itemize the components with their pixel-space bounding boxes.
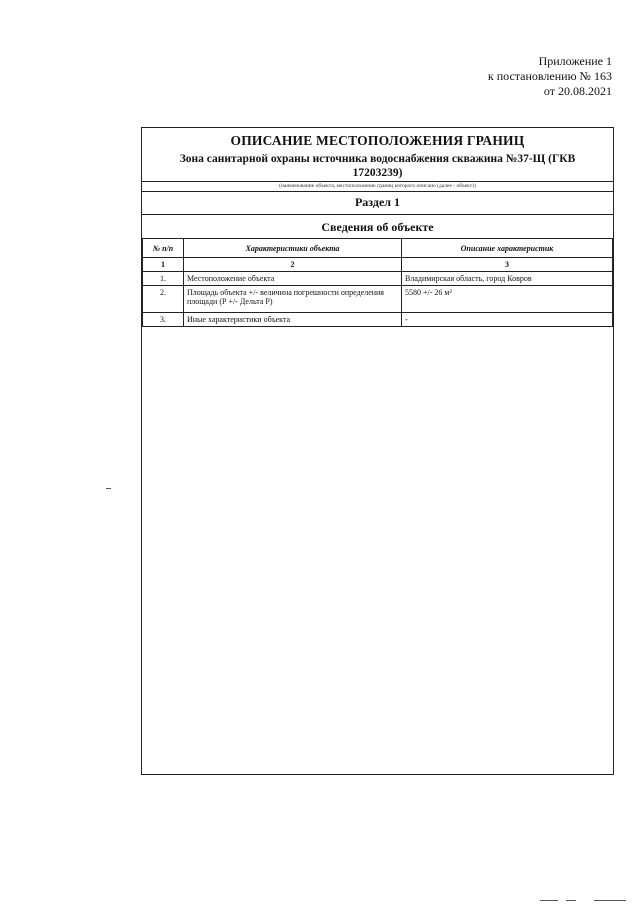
row-number: 1.	[143, 272, 184, 286]
appendix-date: от 20.08.2021	[543, 84, 612, 98]
row-description: Владимирская область, город Ковров	[402, 272, 613, 286]
row-characteristic: Иные характеристики объекта	[184, 313, 402, 327]
appendix-title: Приложение 1	[538, 54, 612, 68]
divider	[142, 191, 613, 192]
header-characteristic: Характеристики объекта	[184, 239, 402, 258]
document-title: ОПИСАНИЕ МЕСТОПОЛОЖЕНИЯ ГРАНИЦ	[230, 133, 525, 148]
table-row	[143, 313, 613, 327]
row-number: 2.	[143, 286, 184, 313]
col-number-1: 1	[143, 258, 184, 272]
section-heading: Раздел 1	[354, 195, 401, 209]
column-number-row	[143, 258, 613, 272]
scan-mark	[566, 900, 576, 901]
row-description: 5580 +/- 26 м²	[402, 286, 613, 313]
table-row	[143, 272, 613, 286]
row-characteristic: Площадь объекта +/- величина погрешности определения площади (Р +/- Дельта Р)	[184, 286, 402, 313]
row-characteristic: Местоположение объекта	[184, 272, 402, 286]
header-description: Описание характеристик	[402, 239, 613, 258]
scan-mark	[106, 488, 111, 489]
appendix-decree: к постановлению № 163	[487, 69, 612, 83]
object-info-table	[142, 238, 613, 327]
scan-mark	[540, 900, 558, 901]
section-title: Сведения об объекте	[321, 220, 434, 234]
table-row	[143, 286, 613, 313]
divider	[142, 181, 613, 182]
object-name: Зона санитарной охраны источника водоснабжения скважина №37-Щ (ГКВ 17203239)	[179, 153, 576, 179]
header-number: № п/п	[143, 239, 184, 258]
scan-mark	[594, 900, 626, 901]
col-number-3: 3	[402, 258, 613, 272]
appendix-block	[488, 54, 612, 99]
col-number-2: 2	[184, 258, 402, 272]
row-description: -	[402, 313, 613, 327]
divider	[142, 214, 613, 215]
object-caption: (наименование объекта, местоположение границ которого описано (далее - объект))	[279, 183, 476, 189]
row-number: 3.	[143, 313, 184, 327]
table-header-row	[143, 239, 613, 258]
boundary-description-form	[141, 127, 614, 775]
